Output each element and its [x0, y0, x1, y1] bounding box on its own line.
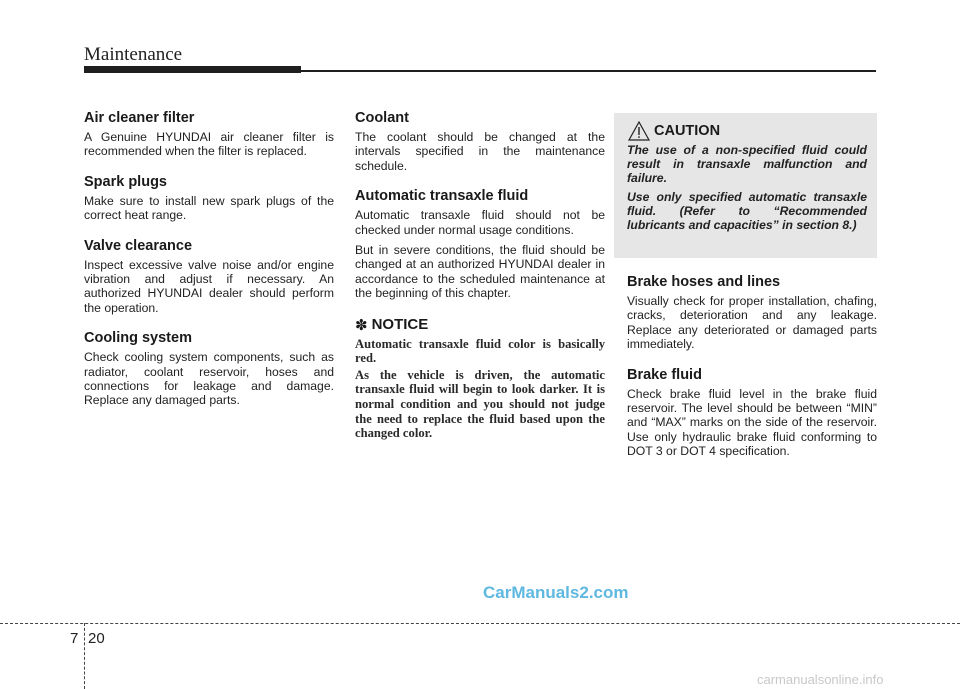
notice-star-icon: ✽ [355, 316, 368, 334]
notice-title: NOTICE [371, 316, 429, 334]
footer-divider [84, 623, 85, 689]
section-body-air-cleaner: A Genuine HYUNDAI air cleaner filter is recommended when the filter is replaced. [84, 130, 334, 159]
warning-triangle-icon [628, 121, 650, 141]
caution-body [627, 143, 867, 236]
section-body-transaxle-1: Automatic transaxle fluid should not be checked under normal usage conditions. [355, 208, 605, 237]
section-heading-cooling-system: Cooling system [84, 330, 192, 347]
section-body-cooling-system: Check cooling system components, such as radiator, coolant reservoir, hoses and connections for leakage and damage. Replace any damaged parts. [84, 350, 334, 408]
section-heading-air-cleaner: Air cleaner filter [84, 110, 195, 126]
caution-title: CAUTION [654, 123, 721, 139]
section-body-transaxle-2: But in severe conditions, the fluid should be changed at an authorized HYUNDAI dealer in accordance to the scheduled maintenance at the beginning of this chapter. [355, 243, 605, 301]
site-watermark: carmanualsonline.info [757, 672, 884, 687]
section-heading-brake-hoses: Brake hoses and lines [627, 274, 781, 290]
section-body-spark-plugs: Make sure to install new spark plugs of the correct heat range. [84, 193, 334, 223]
section-heading-brake-fluid: Brake fluid [627, 366, 702, 383]
footer-rule [0, 623, 960, 624]
column-left [84, 110, 334, 423]
section-body-coolant: The coolant should be changed at the intervals specified in the maintenance schedule. [355, 130, 605, 173]
chapter-number: 7 [70, 630, 79, 647]
header-rule [301, 70, 876, 72]
page-number: 20 [88, 630, 105, 647]
notice-text-1: Automatic transaxle fluid color is basically red. [355, 336, 605, 366]
section-heading-valve-clearance: Valve clearance [84, 237, 193, 254]
caution-box [614, 113, 877, 258]
column-right [627, 274, 877, 474]
section-heading-spark-plugs: Spark plugs [84, 173, 167, 190]
header-bar [84, 66, 301, 73]
watermark-link[interactable]: CarManuals2.com [483, 583, 629, 602]
section-body-brake-fluid: Check brake fluid level in the brake fluid reservoir. The level should be between “MIN” and “MAX” marks on the side of the reservoir. Use only hydraulic brake fluid conforming to DOT 3 or DOT 4 specification. [627, 386, 877, 459]
caution-text-2: Use only specified automatic transaxle fluid. (Refer to “Recommended lubricants and capacities” in section 8.) [627, 189, 867, 233]
notice-heading [355, 316, 605, 334]
section-heading-transaxle: Automatic transaxle fluid [355, 188, 529, 205]
column-middle [355, 110, 605, 443]
page-title: Maintenance [84, 44, 183, 65]
section-body-brake-hoses: Visually check for proper installation, chafing, cracks, deterioration and any leakage. Replace any deteriorated or damaged parts immediately. [627, 294, 877, 352]
caution-text-1: The use of a non-specified fluid could result in transaxle malfunction and failure. [627, 143, 867, 186]
section-body-valve-clearance: Inspect excessive valve noise and/or engine vibration and adjust if necessary. An authorized HYUNDAI dealer should perform the operation. [84, 257, 334, 315]
notice-text-2: As the vehicle is driven, the automatic transaxle fluid will begin to look darker. It is normal condition and you should not judge the need to replace the fluid based upon the changed color. [355, 367, 605, 441]
section-heading-coolant: Coolant [355, 110, 409, 126]
caution-heading [628, 121, 720, 141]
